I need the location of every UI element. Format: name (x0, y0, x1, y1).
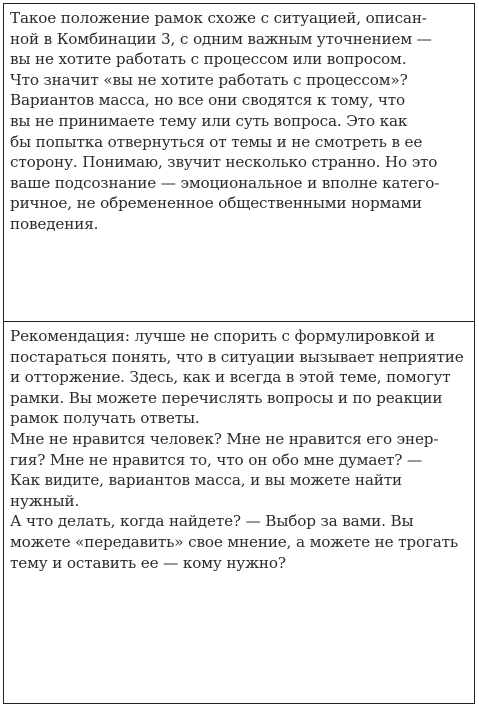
text-line: Как видите, вариантов масса, и вы можете найти (10, 471, 402, 490)
text-line: поведения. (10, 214, 99, 233)
text-line: гия? Мне не нравится то, что он обо мне думает? — (10, 450, 423, 469)
text-line: Такое положение рамок схоже с ситуацией, описан- (10, 9, 427, 27)
text-line: Рекомендация: лучше не спорить с формулировкой и (10, 327, 435, 345)
text-block-top (4, 4, 474, 322)
text-line: нужный. (10, 491, 80, 510)
text-line: А что делать, когда найдете? — Выбор за вами. Вы (10, 512, 414, 531)
document-page (3, 3, 475, 704)
text-line: вы не хотите работать с процессом или вопросом. (10, 50, 407, 69)
text-line: можете «передавить» свое мнение, а можете не трогать (10, 532, 459, 551)
text-line: и отторжение. Здесь, как и всегда в этой теме, помогут (10, 368, 451, 387)
text-line: ной в Комбинации 3, с одним важным уточнением — (10, 29, 432, 48)
text-line: ваше подсознание — эмоциональное и вполне катего- (10, 173, 440, 192)
text-line: Вариантов масса, но все они сводятся к тому, что (10, 91, 406, 110)
text-line: постараться понять, что в ситуации вызывает неприятие (10, 347, 464, 366)
text-line: тему и оставить ее — кому нужно? (10, 553, 286, 572)
text-line: сторону. Понимаю, звучит несколько странно. Но это (10, 153, 438, 172)
text-line: бы попытка отвернуться от темы и не смотреть в ее (10, 132, 423, 151)
text-block-bottom (4, 322, 474, 703)
text-line: рамок получать ответы. (10, 409, 200, 428)
text-line: Мне не нравится человек? Мне не нравится его энер- (10, 429, 439, 448)
text-line: ричное, не обремененное общественными нормами (10, 194, 422, 213)
text-line: рамки. Вы можете перечислять вопросы и по реакции (10, 388, 443, 407)
text-line: Что значит «вы не хотите работать с процессом»? (10, 70, 408, 89)
text-line: вы не принимаете тему или суть вопроса. Это как (10, 111, 408, 130)
